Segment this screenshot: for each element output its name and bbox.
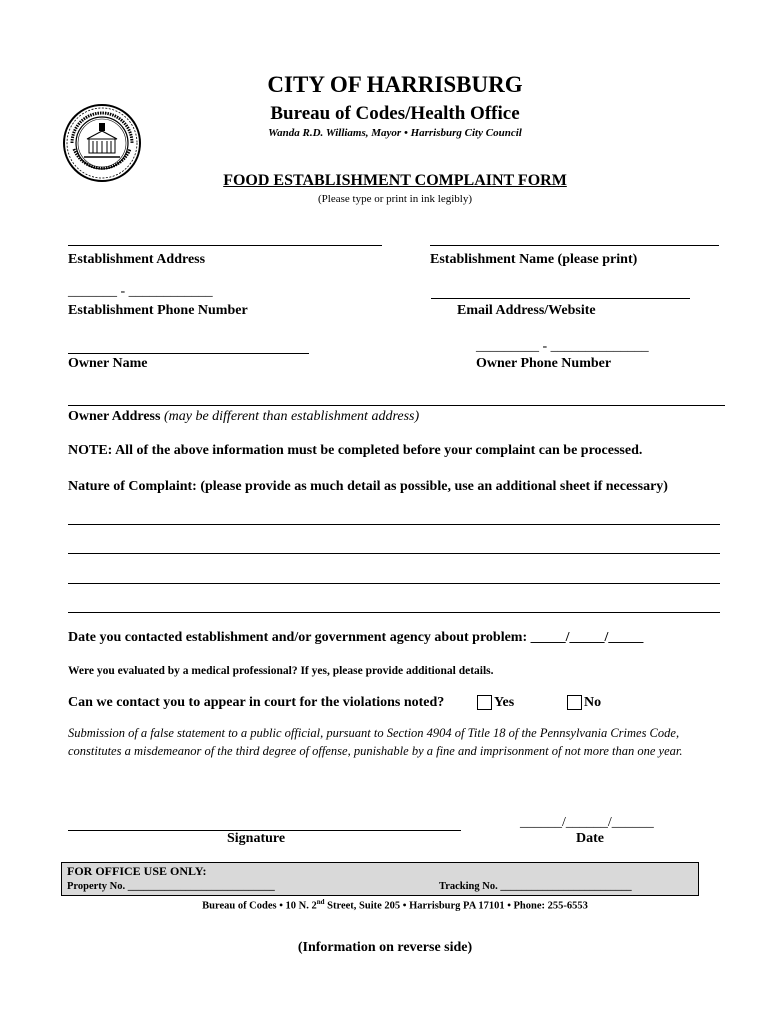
- owner-address-note: (may be different than establishment address): [163, 409, 420, 424]
- tracking-number-field[interactable]: Tracking No. _________________________: [439, 881, 632, 892]
- court-question: Can we contact you to appear in court for the violations noted?: [68, 695, 445, 710]
- complaint-line[interactable]: [68, 553, 720, 554]
- no-label: No: [584, 695, 602, 710]
- email-website-label: Email Address/Website: [457, 303, 596, 318]
- signature-date-field[interactable]: ______/______/______: [520, 815, 654, 830]
- owner-address-field[interactable]: [68, 405, 725, 406]
- owner-phone-label: Owner Phone Number: [476, 356, 612, 371]
- establishment-name-field[interactable]: [430, 245, 719, 246]
- complaint-line[interactable]: [68, 612, 720, 613]
- signature-label: Signature: [227, 831, 286, 846]
- yes-label: Yes: [494, 695, 515, 710]
- note-text: NOTE: All of the above information must be completed before your complaint can be processed.: [68, 443, 643, 458]
- owner-name-label: Owner Name: [68, 356, 148, 371]
- owner-phone-field[interactable]: _________ - ______________: [476, 339, 649, 354]
- reverse-side-note: (Information on reverse side): [297, 940, 473, 955]
- complaint-line[interactable]: [68, 583, 720, 584]
- office-use-box: [61, 862, 699, 896]
- property-number-field[interactable]: Property No. ____________________________: [67, 881, 275, 892]
- complaint-label: Nature of Complaint: (please provide as much detail as possible, use an additional sheet if necessary): [68, 479, 668, 494]
- footer-address: Bureau of Codes • 10 N. 2nd Street, Suite 205 • Harrisburg PA 17101 • Phone: 255-6553: [202, 898, 588, 912]
- yes-checkbox[interactable]: [477, 695, 492, 710]
- establishment-name-label: Establishment Name (please print): [430, 252, 638, 267]
- establishment-phone-label: Establishment Phone Number: [68, 303, 248, 318]
- officials-line: Wanda R.D. Williams, Mayor • Harrisburg City Council: [268, 127, 522, 139]
- office-use-heading: FOR OFFICE USE ONLY:: [67, 864, 207, 878]
- form-title: FOOD ESTABLISHMENT COMPLAINT FORM: [223, 172, 567, 189]
- false-statement-disclaimer: Submission of a false statement to a public official, pursuant to Section 4904 of Title 18 of the Pennsylvania Crimes Code, constitutes a misdemeanor of the third degree of offense, punishable by a fine and imprisonment of not more than one year.: [68, 726, 683, 758]
- date-label: Date: [576, 831, 604, 846]
- email-website-field[interactable]: [431, 298, 690, 299]
- medical-question: Were you evaluated by a medical professional? If yes, please provide additional details.: [68, 665, 494, 677]
- form-subtitle: (Please type or print in ink legibly): [318, 193, 472, 205]
- owner-name-field[interactable]: [68, 353, 309, 354]
- no-checkbox[interactable]: [567, 695, 582, 710]
- establishment-address-label: Establishment Address: [68, 252, 206, 267]
- complaint-line[interactable]: [68, 524, 720, 525]
- establishment-address-field[interactable]: [68, 245, 382, 246]
- owner-address-label: Owner Address: [68, 409, 161, 424]
- city-title: CITY OF HARRISBURG: [267, 72, 523, 97]
- establishment-phone-field[interactable]: _______ - ____________: [68, 284, 213, 299]
- bureau-title: Bureau of Codes/Health Office: [270, 103, 520, 124]
- date-contacted-question[interactable]: Date you contacted establishment and/or government agency about problem: _____/_____/_____: [68, 630, 644, 645]
